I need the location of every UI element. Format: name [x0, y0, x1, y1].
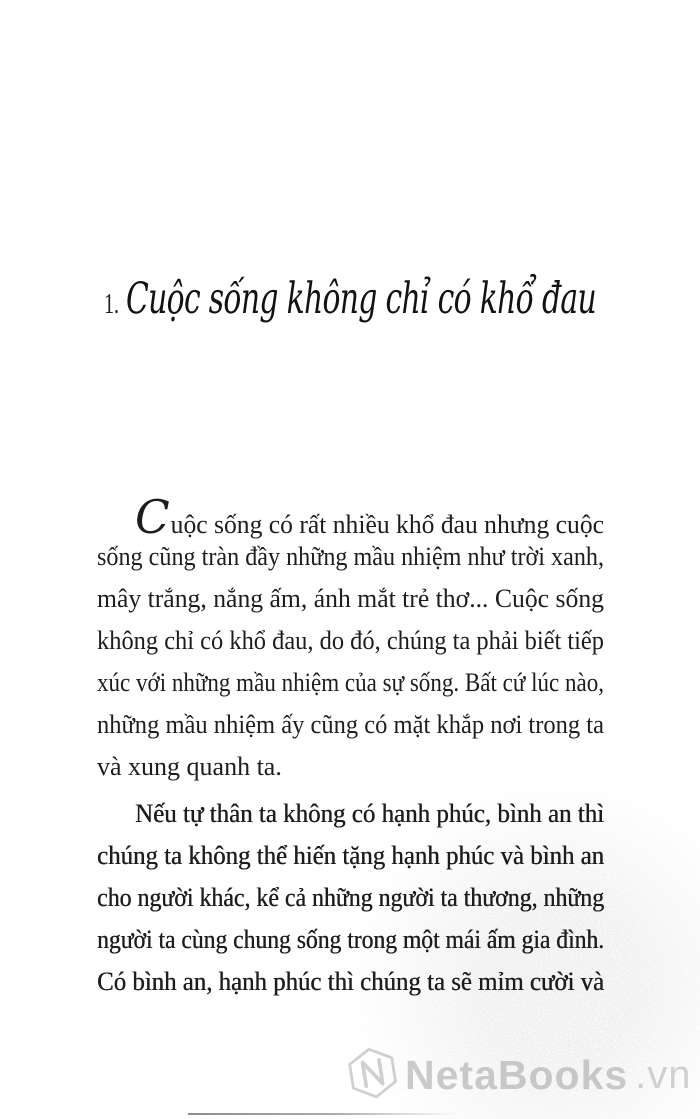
text-line-content: và xung quanh ta.	[97, 752, 282, 781]
text-line	[97, 536, 604, 578]
chapter-title: Cuộc sống không chỉ có khổ đau	[126, 274, 597, 324]
text-line-content: Nếu tự thân ta không có hạnh phúc, bình an thì	[135, 799, 604, 828]
text-line	[97, 835, 604, 877]
chapter-number: 1.	[104, 288, 120, 320]
chapter-heading	[104, 274, 596, 362]
text-line	[97, 620, 604, 662]
text-line-content: không chỉ có khổ đau, do đó, chúng ta phải biết tiếp	[97, 626, 604, 655]
text-line	[97, 662, 604, 704]
text-line-content: Cuộc sống có rất nhiều khổ đau nhưng cuộc	[135, 490, 604, 544]
text-line-content: sống cũng tràn đầy những mầu nhiệm như trời xanh,	[97, 542, 604, 571]
text-line	[97, 961, 604, 1003]
watermark-text: NetaBooks	[405, 1052, 629, 1098]
text-line-content: Có bình an, hạnh phúc thì chúng ta sẽ mỉm cười và	[97, 967, 604, 996]
paragraph	[97, 793, 604, 1003]
text-line	[97, 793, 604, 835]
body-text	[97, 490, 604, 1003]
decorative-initial-letter: C	[135, 490, 170, 544]
text-line-content: mây trắng, nắng ấm, ánh mắt trẻ thơ... Cuộc sống	[97, 584, 604, 613]
watermark	[348, 1046, 692, 1105]
text-line-content: cho người khác, kể cả những người ta thương, những	[97, 883, 604, 912]
text-line-content: người ta cùng chung sống trong một mái ấm gia đình.	[97, 925, 604, 954]
text-line	[97, 919, 604, 961]
text-line	[97, 704, 604, 746]
paragraph	[97, 490, 604, 788]
text-line	[97, 746, 604, 788]
text-line-content: xúc với những mầu nhiệm của sự sống. Bất cứ lúc nào,	[97, 668, 604, 697]
text-line	[97, 877, 604, 919]
text-line-content: chúng ta không thể hiến tặng hạnh phúc và bình an	[97, 841, 604, 870]
text-line-content: những mầu nhiệm ấy cũng có mặt khắp nơi trong ta	[97, 710, 604, 739]
page-edge-shadow-line	[188, 1113, 458, 1115]
chapter-heading-fit	[104, 274, 596, 324]
text-line	[97, 490, 604, 544]
netabooks-hexagon-logo-icon	[344, 1042, 403, 1108]
text-line	[97, 578, 604, 620]
watermark-domain: .vn	[635, 1053, 692, 1097]
